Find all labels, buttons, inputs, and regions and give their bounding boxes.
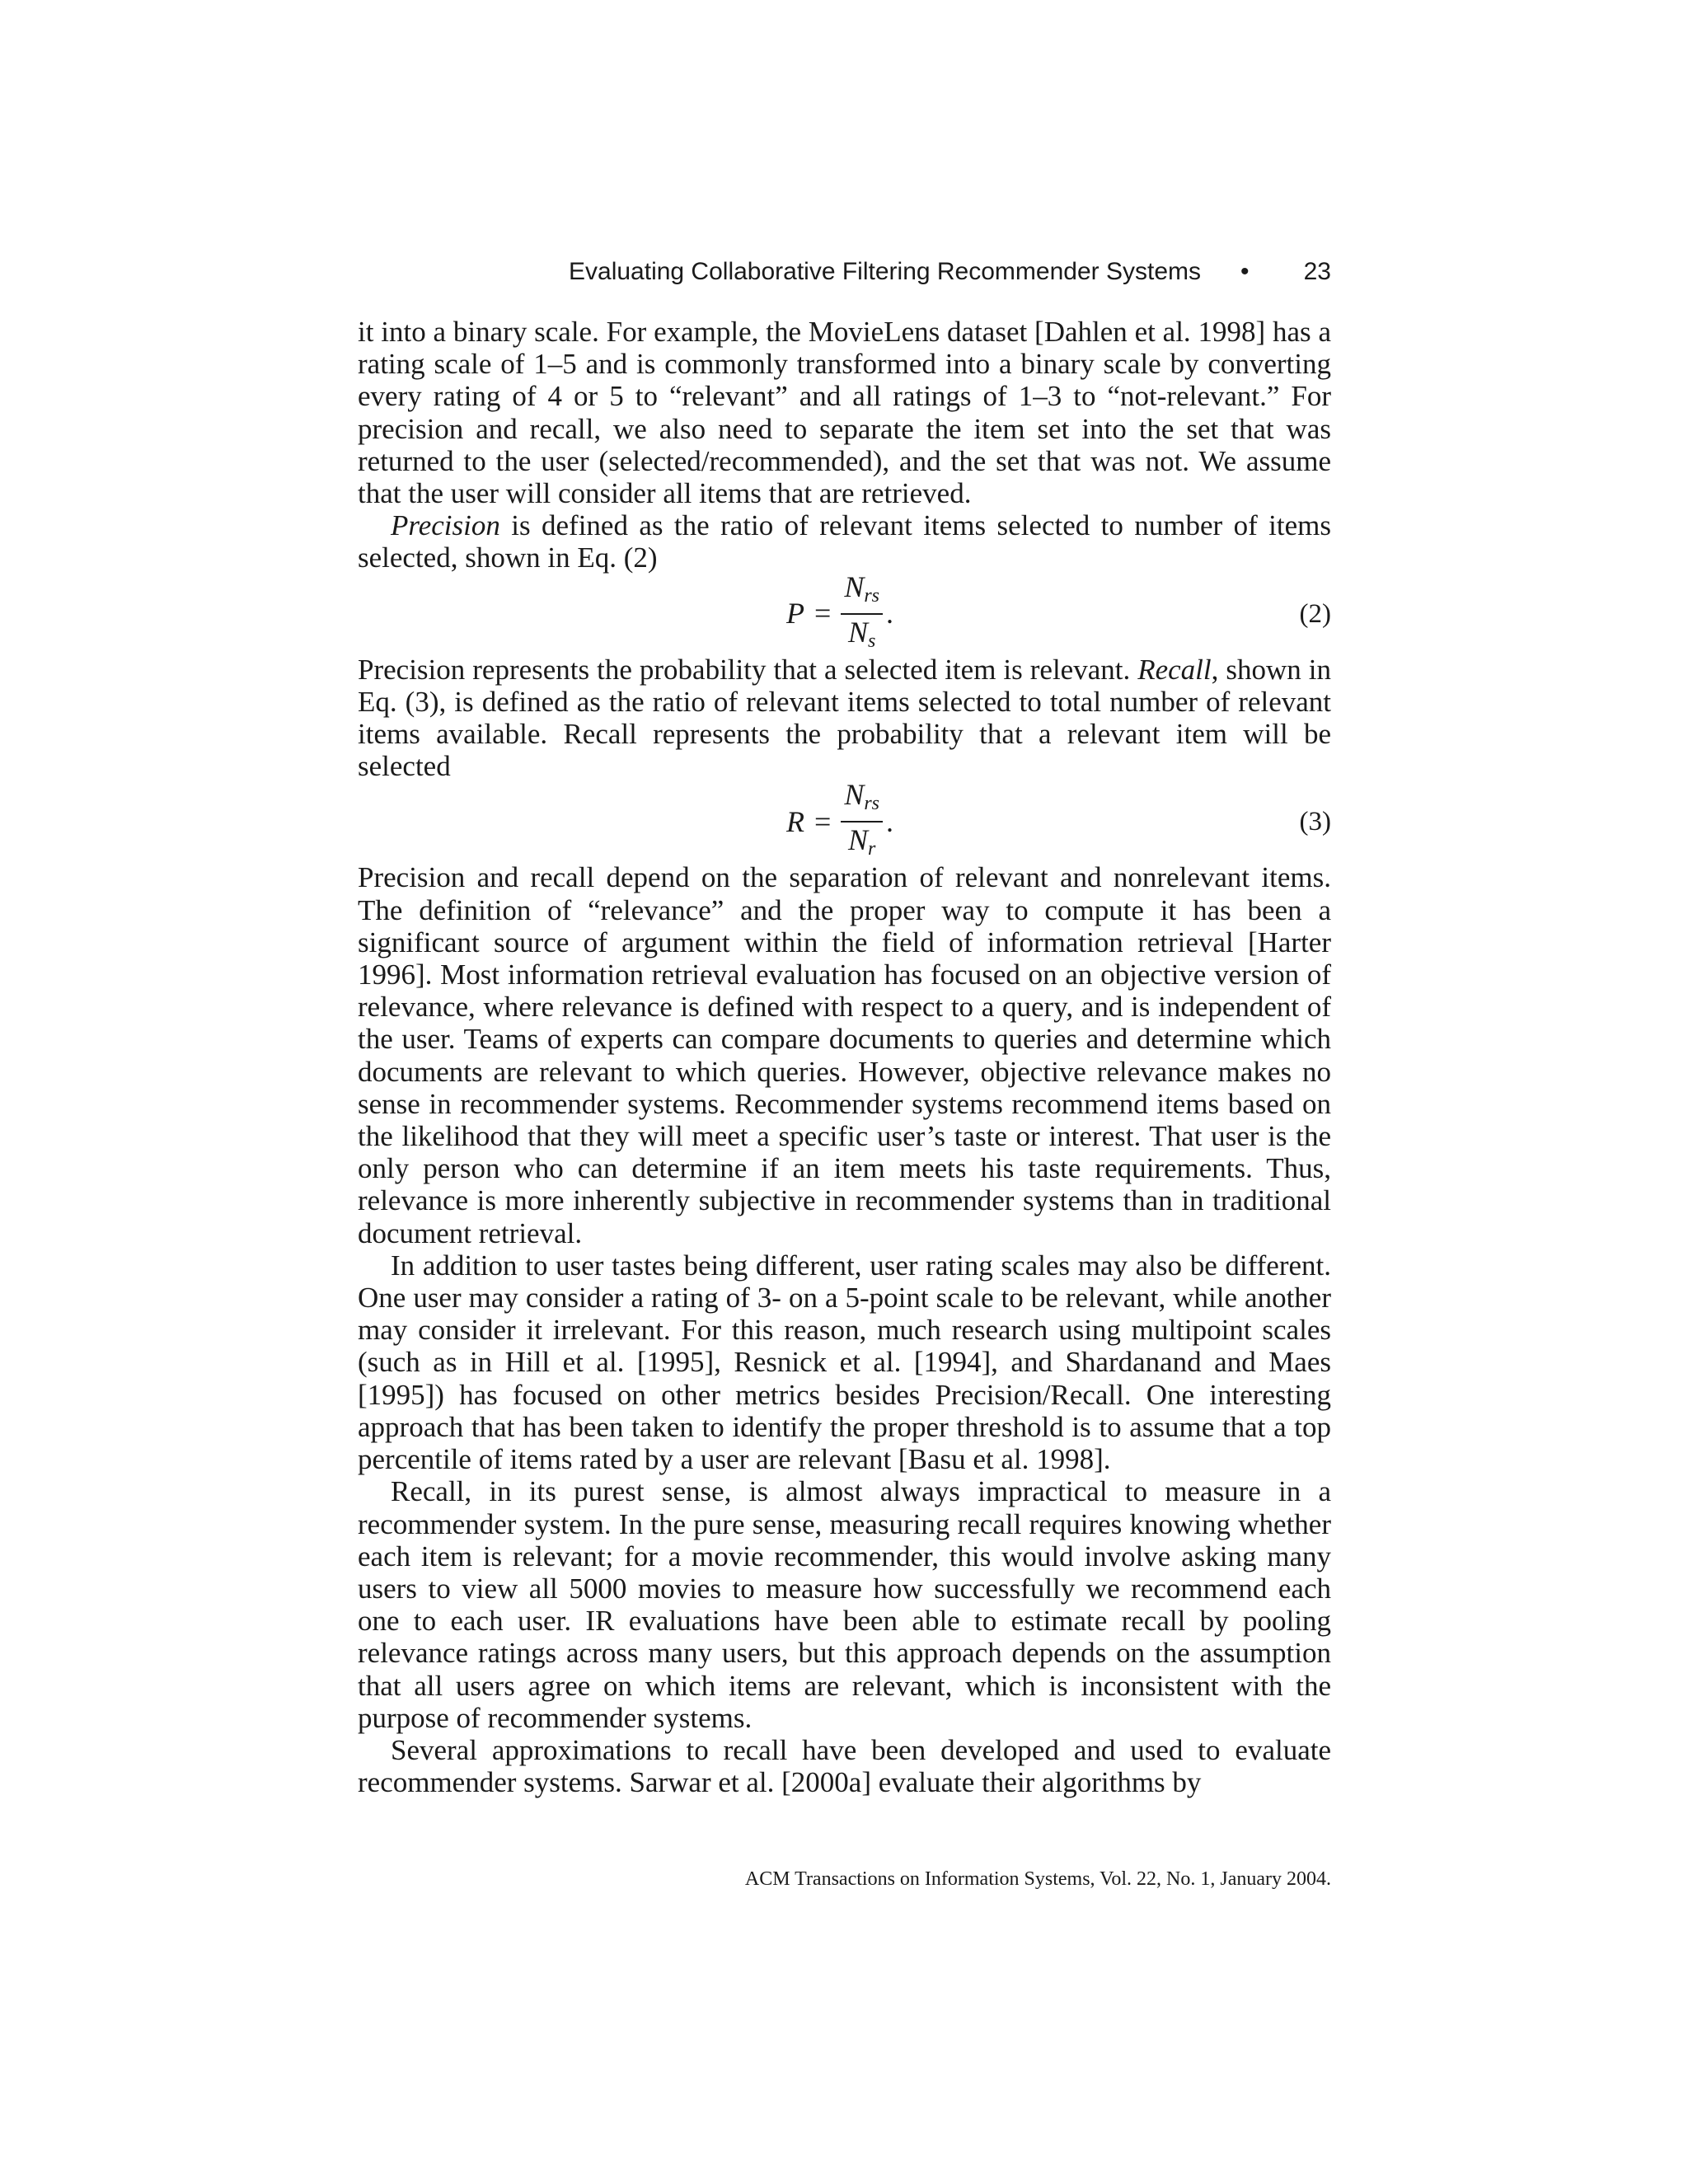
term-recall: Recall bbox=[1137, 653, 1212, 686]
equation-3-period: . bbox=[886, 804, 894, 838]
paragraph-rating-scales: In addition to user tastes being different, user rating scales may also be different. One user may consider a rating of 3- on a 5-point scale to be relevant, while another may consider it irrelevant. For this reason, much research using multipoint scales (such as in Hill et al. [1995], Resnick et al. [1994], and Shardanand and Maes [1995]) has focused on other metrics besides Precision/Recall. One interesting approach that has been taken to identify the proper threshold is to assume that a top percentile of items rated by a user are relevant [Basu et al. 1998]. bbox=[358, 1249, 1331, 1476]
equation-2-numerator-base: N bbox=[844, 569, 865, 603]
equation-2-fraction bbox=[841, 569, 883, 658]
journal-footer: ACM Transactions on Information Systems, Vol. 22, No. 1, January 2004. bbox=[744, 1868, 1331, 1890]
equation-3-denominator-subscript: r bbox=[868, 838, 876, 860]
paragraph-recall-definition bbox=[358, 654, 1331, 783]
page-number: 23 bbox=[1303, 258, 1331, 285]
equation-2-equals: = bbox=[814, 597, 832, 630]
paragraph-relevance: Precision and recall depend on the separation of relevant and nonrelevant items. The definition of “relevance” and the proper way to compute it has been a significant source of argument within the field of information retrieval [Harter 1996]. Most information retrieval evaluation has focused on an objective version of relevance, where relevance is defined with respect to a query, and is independent of the user. Teams of experts can compare documents to queries and determine which documents are relevant to which queries. However, objective relevance makes no sense in recommender systems. Recommender systems recommend items based on the likelihood that they will meet a specific user’s taste or interest. That user is the only person who can determine if an item meets his taste requirements. Thus, relevance is more inherently subjective in recommender systems than in traditional document retrieval. bbox=[358, 861, 1331, 1249]
equation-2-period: . bbox=[886, 597, 894, 630]
term-precision: Precision bbox=[391, 509, 500, 542]
equation-3-numerator-subscript: rs bbox=[864, 793, 880, 815]
paragraph-binary-scale: it into a binary scale. For example, the MovieLens dataset [Dahlen et al. 1998] has a rating scale of 1–5 and is commonly transformed into a binary scale by converting every rating of 4 or 5 to “relevant” and all ratings of 1–3 to “not-relevant.” For precision and recall, we also need to separate the item set into the set that was returned to the user (selected/recommended), and the set that was not. We assume that the user will consider all items that are retrieved. bbox=[358, 316, 1331, 510]
body-text bbox=[358, 316, 1331, 1798]
paragraph-recall-impractical: Recall, in its purest sense, is almost always impractical to measure in a recommender system. In the pure sense, measuring recall requires knowing whether each item is relevant; for a movie recommender, this would involve asking many users to view all 5000 movies to measure how successfully we recommend each one to each user. IR evaluations have been able to estimate recall by pooling relevance ratings across many users, but this approach depends on the assumption that all users agree on which items are relevant, which is inconsistent with the purpose of recommender systems. bbox=[358, 1475, 1331, 1734]
paragraph-recall-rest: , shown in Eq. (3), is defined as the ratio of relevant items selected to total number of relevant items available. Recall represents the probability that a relevant item will be selected bbox=[358, 653, 1331, 783]
equation-2-lhs: P bbox=[786, 597, 804, 630]
paragraph-recall-approximations: Several approximations to recall have been developed and used to evaluate recommender systems. Sarwar et al. [2000a] evaluate their algorithms by bbox=[358, 1733, 1331, 1799]
equation-2-math bbox=[786, 569, 894, 654]
equation-3 bbox=[358, 778, 1331, 861]
equation-2-denominator-base: N bbox=[847, 615, 868, 649]
equation-2-numerator bbox=[841, 569, 883, 615]
equation-2-numerator-subscript: rs bbox=[864, 584, 880, 607]
running-head bbox=[569, 254, 1331, 290]
paragraph-precision-definition bbox=[358, 509, 1331, 574]
running-head-bullet: • bbox=[1240, 258, 1250, 285]
paragraph-recall-start: Precision represents the probability that a selected item is relevant. bbox=[358, 653, 1138, 686]
equation-2-denominator-subscript: s bbox=[868, 630, 876, 652]
equation-3-numerator-base: N bbox=[844, 778, 865, 812]
paragraph-precision-rest: is defined as the ratio of relevant items selected to number of items selected, shown in Eq. (2) bbox=[358, 509, 1331, 574]
equation-3-math bbox=[786, 778, 894, 861]
equation-2 bbox=[358, 569, 1331, 654]
equation-3-equals: = bbox=[814, 804, 832, 838]
equation-3-numerator bbox=[841, 777, 883, 823]
equation-3-number: (3) bbox=[1299, 807, 1331, 837]
running-head-title: Evaluating Collaborative Filtering Recommender Systems bbox=[569, 258, 1201, 285]
equation-3-lhs: R bbox=[786, 804, 804, 838]
equation-3-denominator-base: N bbox=[847, 823, 868, 857]
equation-3-denominator bbox=[845, 823, 879, 866]
equation-2-number: (2) bbox=[1299, 598, 1331, 629]
equation-3-fraction bbox=[841, 777, 883, 866]
equation-2-denominator bbox=[845, 615, 879, 658]
